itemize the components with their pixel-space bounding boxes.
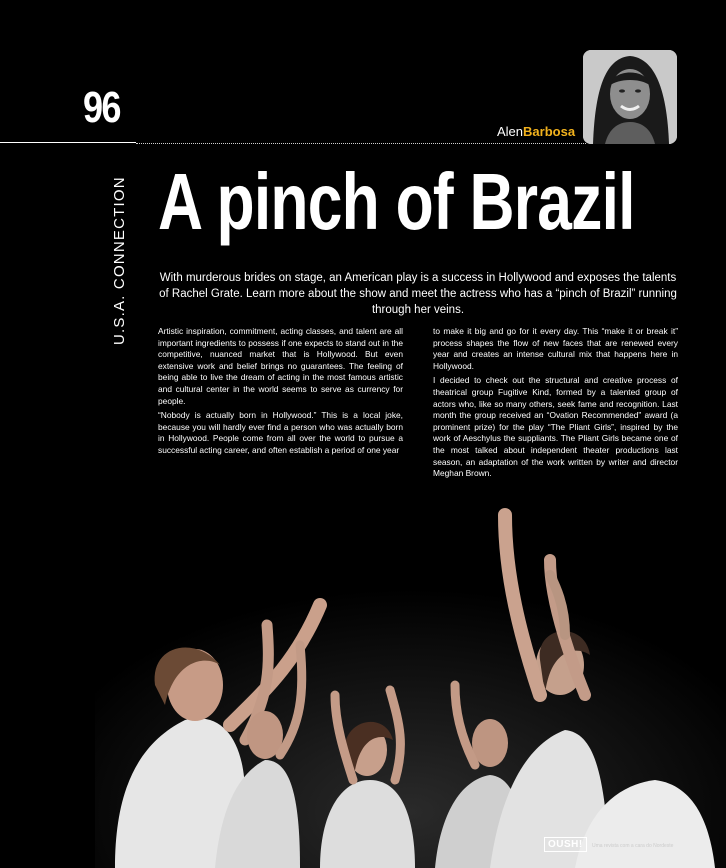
page-number-rule	[0, 142, 136, 143]
article-headline: A pinch of Brazil	[158, 157, 635, 246]
header-dotted-rule	[136, 143, 586, 144]
paragraph: “Nobody is actually born in Hollywood.” This is a local joke, because you will hardly ever find a person who was actually born in Hollywood. People come from all over the world to pursue a successful acting career, and often establish a period of one year	[158, 410, 403, 455]
page-number: 96	[83, 83, 120, 132]
author-first-name: Alen	[497, 124, 524, 139]
magazine-logo: OUSH!	[544, 837, 587, 852]
article-lede: With murderous brides on stage, an American play is a success in Hollywood and exposes the talents of Rachel Grate. Learn more about the show and meet the actress who has a “pinch of Brazil” running through her veins.	[159, 272, 677, 316]
author-last-name: Barbosa	[523, 124, 576, 139]
section-label: U.S.A. CONNECTION	[111, 176, 128, 345]
author-portrait	[583, 50, 677, 144]
article-column-1	[158, 326, 403, 460]
magazine-tagline: Uma revista com a cara do Nordeste	[592, 843, 674, 849]
author-byline	[497, 124, 575, 139]
stage-performance-photo	[95, 495, 726, 868]
article-column-2	[433, 326, 678, 483]
paragraph: Artistic inspiration, commitment, acting classes, and talent are all important ingredients to possess if one expects to stand out in the competitive, nuanced market that is Hollywood. But even extensive work and belief brings no guarantees. The feeling of being able to live the dream of acting in the most famous artistic and cultural center in the world seems to serve as currency for people.	[158, 326, 403, 406]
paragraph: to make it big and go for it every day. This “make it or break it” process shapes the flow of new faces that are renewed every year and creates an intense cultural mix that happens here in Hollywood.	[433, 326, 678, 371]
paragraph: I decided to check out the structural and creative process of theatrical group Fugitive Kind, formed by a talented group of actors who, like so many others, seek fame and recognition. Last month the group received an “Ovation Recommended” award (a prominent prize) for the play “The Pliant Girls”, inspired by the work of Aeschylus the suppliants. The Pliant Girls became one of the most talked about independent theater productions last season, an adaptation of the work written by writer and director Meghan Brown.	[433, 375, 678, 479]
